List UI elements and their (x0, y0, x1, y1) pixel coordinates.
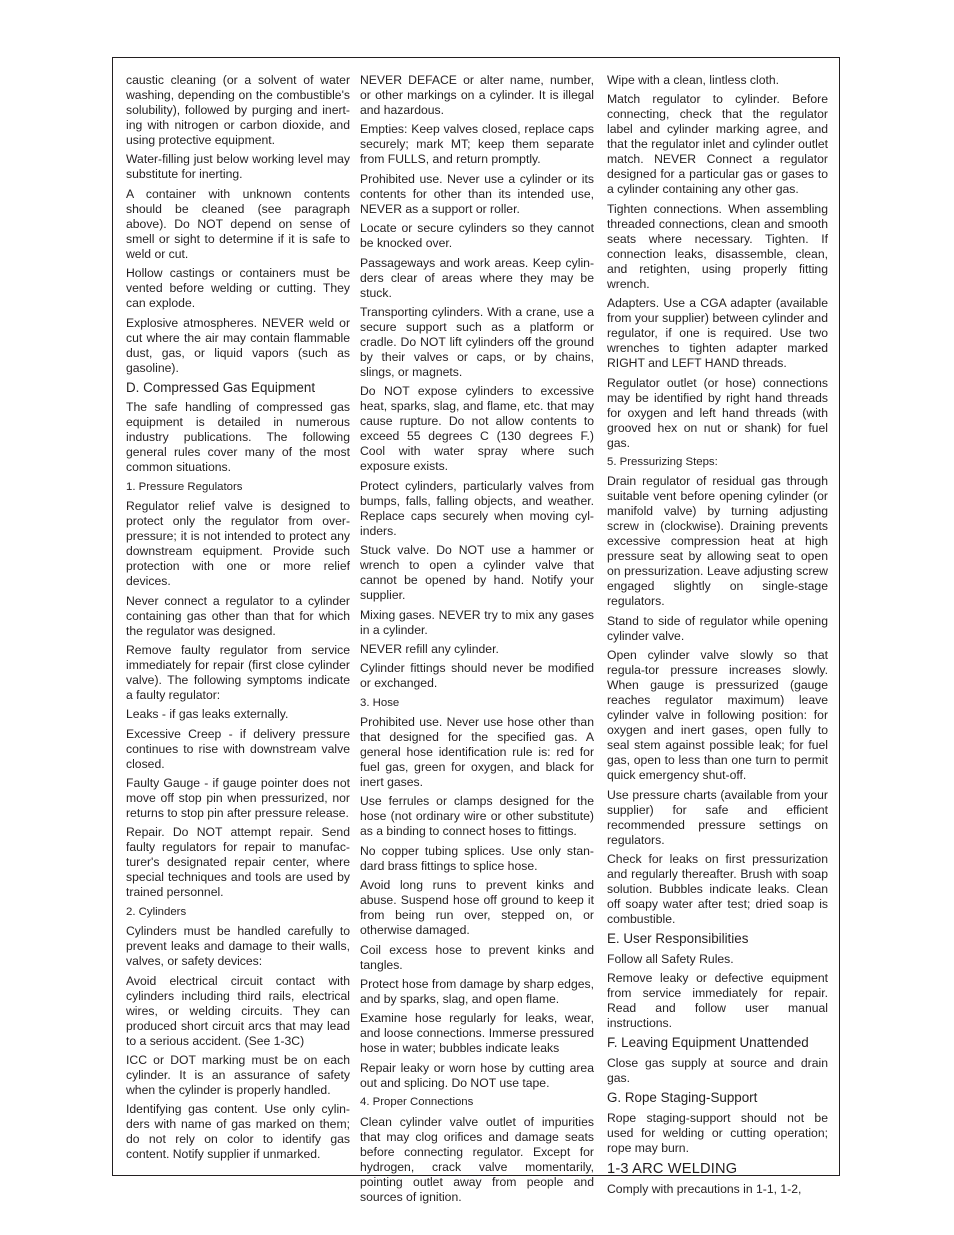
paragraph: Hollow castings or containers must be vented before welding or cutting. They can explode. (126, 266, 350, 311)
paragraph: Use pressure charts (available from your supplier) for safe and efficient recommended pressure settings on regulators. (607, 787, 828, 847)
paragraph: Excessive Creep - if delivery pressure continues to rise with downstream valve closed. (126, 726, 350, 771)
column-3 (607, 73, 828, 1202)
paragraph: Wipe with a clean, lintless cloth. (607, 73, 780, 87)
paragraph: Leaks - if gas leaks externally. (126, 707, 289, 722)
subheading-pressure-regulators: 1. Pressure Regulators (126, 480, 243, 493)
paragraph: Transporting cylinders. With a crane, use a secure support such as a platform or cradle. Do NOT lift cylinders off the ground by their valves or caps, or by chains, slings, or magnets. (360, 304, 594, 379)
paragraph: Avoid electrical circuit contact with cylinders including third rails, electrical wires, or welding circuits. They can produced short circuit arcs that may lead to a serious accident. (See 1-3C) (126, 973, 350, 1048)
subheading-proper-connections: 4. Proper Connections (360, 1096, 474, 1109)
section-heading-g: G. Rope Staging-Support (607, 1090, 758, 1106)
paragraph: Protect hose from damage by sharp edges, and by sparks, slag, and open flame. (360, 977, 594, 1007)
paragraph: ICC or DOT marking must be on each cylinder. It is an assurance of safety when the cylinder is properly handled. (126, 1053, 350, 1098)
paragraph: Cylinders must be handled carefully to prevent leaks and damage to their walls, valves, or safety devices: (126, 924, 350, 969)
subheading-cylinders: 2. Cylinders (126, 905, 187, 918)
paragraph: Open cylinder valve slowly so that regula-tor pressure increases slowly. When gauge is pressurized (gauge reaches regulator maximum) leave cylinder valve in following position: for oxygen and inert gases, open fully to seal stem against possible leak; for fuel gas, open to less than one turn to permit quick emergency shut-off. (607, 648, 828, 783)
paragraph: Close gas supply at source and drain gas. (607, 1055, 828, 1085)
column-1 (126, 73, 350, 1167)
paragraph: Empties: Keep valves closed, replace caps securely; mark MT; keep them separate from FULLS, and return promptly. (360, 122, 594, 167)
section-heading-e: E. User Responsibilities (607, 931, 749, 947)
paragraph: Protect cylinders, particularly valves from bumps, falls, falling objects, and weather. Replace caps securely when moving cyl-inders. (360, 478, 594, 538)
section-heading-d: D. Compressed Gas Equipment (126, 379, 316, 395)
paragraph: caustic cleaning (or a solvent of water washing, depending on the combustible's solubility), followed by purging and inert-ing with nitrogen or carbon dioxide, and using protective equipment. (126, 73, 350, 147)
paragraph: Faulty Gauge - if gauge pointer does not move off stop pin when pressurized, nor returns to stop pin after pressure release. (126, 776, 350, 821)
paragraph: Explosive atmospheres. NEVER weld or cut where the air may contain flammable dust, gas, or liquid vapors (such as gasoline). (126, 315, 350, 375)
paragraph: Water-filling just below working level may substitute for inerting. (126, 152, 350, 182)
paragraph: Adapters. Use a CGA adapter (available from your supplier) between cylinder and regulator, if one is required. Use two wrenches to tighten adapter marked RIGHT and LEFT HAND threads. (607, 296, 828, 371)
paragraph: Locate or secure cylinders so they cannot be knocked over. (360, 221, 594, 251)
paragraph: Prohibited use. Never use a cylinder or its contents for other than its intended use, NEVER as a support or roller. (360, 171, 594, 216)
paragraph: Repair. Do NOT attempt repair. Send faulty regulators for repair to manufac-turer's designated repair center, where special techniques and tools are used by trained personnel. (126, 825, 350, 900)
paragraph: Avoid long runs to prevent kinks and abuse. Suspend hose off ground to keep it from being run over, stepped on, or otherwise damaged. (360, 878, 594, 938)
paragraph: Remove leaky or defective equipment from service immediately for repair. Read and follow user manual instructions. (607, 971, 828, 1031)
paragraph: Never connect a regulator to a cylinder containing gas other than that for which the regulator was designed. (126, 593, 350, 638)
paragraph: Prohibited use. Never use hose other than that designed for the specified gas. A general hose identification rule is: red for fuel gas, green for oxygen, and black for inert gases. (360, 715, 594, 790)
paragraph: Examine hose regularly for leaks, wear, and loose connections. Immerse pressured hose in water; bubbles indicate leaks (360, 1011, 594, 1056)
section-heading-f: F. Leaving Equipment Unattended (607, 1035, 809, 1051)
paragraph: NEVER DEFACE or alter name, number, or other markings on a cylinder. It is illegal and hazardous. (360, 73, 594, 117)
paragraph: Passageways and work areas. Keep cylin-ders clear of areas where they may be stuck. (360, 255, 594, 300)
section-heading-arc-welding: 1-3 ARC WELDING (607, 1161, 738, 1178)
paragraph: Drain regulator of residual gas through suitable vent before opening cylinder (or manifold valve) by turning adjusting screw in (clockwise). Draining prevents excessive compression heat at high pressure seat by allowing seat to open on pressurization. Leave adjusting screw engaged slightly on single-stage regulators. (607, 474, 828, 609)
paragraph: No copper tubing splices. Use only stan-dard brass fittings to splice hose. (360, 843, 594, 873)
paragraph: Repair leaky or worn hose by cutting area out and splicing. Do NOT use tape. (360, 1060, 594, 1090)
column-2 (360, 73, 594, 1209)
subheading-hose: 3. Hose (360, 696, 400, 709)
paragraph: Coil excess hose to prevent kinks and tangles. (360, 942, 594, 972)
paragraph: Rope staging-support should not be used for welding or cutting operation; rope may burn. (607, 1110, 828, 1155)
paragraph: Do NOT expose cylinders to excessive heat, sparks, slag, and flame, etc. that may cause rupture. Do not allow contents to exceed 55 degrees C (130 degrees F.) Cool with water spray where such exposure exists. (360, 384, 594, 474)
paragraph: Stand to side of regulator while opening cylinder valve. (607, 613, 828, 643)
paragraph: Cylinder fittings should never be modified or exchanged. (360, 661, 594, 691)
paragraph: A container with unknown contents should be cleaned (see paragraph above). Do NOT depend on sense of smell or sight to determine if it is safe to weld or cut. (126, 186, 350, 261)
paragraph: Tighten connections. When assembling threaded connections, clean and smooth seats where necessary. Tighten. If connection leaks, disassemble, clean, and retighten, using properly fitting wrench. (607, 201, 828, 291)
paragraph: Check for leaks on first pressurization and regularly thereafter. Brush with soap solution. Bubbles indicate leaks. Clean off soapy water after test; dried soap is combustible. (607, 851, 828, 926)
paragraph: Comply with precautions in 1-1, 1-2, (607, 1182, 802, 1197)
paragraph: NEVER refill any cylinder. (360, 641, 499, 656)
paragraph: Regulator outlet (or hose) connections may be identified by right hand threads for oxygen and left hand threads (with grooved hex on nut or shank) for fuel gas. (607, 375, 828, 450)
paragraph: Follow all Safety Rules. (607, 951, 734, 966)
paragraph: Clean cylinder valve outlet of impurities that may clog orifices and damage seats before connecting regulator. Except for hydrogen, crack valve momentarily, pointing outlet away from people and sources of ignition. (360, 1114, 594, 1204)
paragraph: Identifying gas content. Use only cylin-ders with name of gas marked on them; do not rely on color to identify gas content. Notify supplier if unmarked. (126, 1102, 350, 1162)
paragraph: The safe handling of compressed gas equipment is detailed in numerous industry publications. The following general rules cover many of the most common situations. (126, 400, 350, 475)
subheading-pressurizing-steps: 5. Pressurizing Steps: (607, 455, 718, 468)
paragraph: Remove faulty regulator from service immediately for repair (first close cylinder valve). The following symptoms indicate a faulty regulator: (126, 642, 350, 702)
paragraph: Match regulator to cylinder. Before connecting, check that the regulator label and cylinder marking agree, and that the regulator inlet and cylinder outlet match. NEVER Connect a regulator designed for a particular gas or gases to a cylinder containing any other gas. (607, 92, 828, 197)
paragraph: Mixing gases. NEVER try to mix any gases in a cylinder. (360, 607, 594, 637)
paragraph: Use ferrules or clamps designed for the hose (not ordinary wire or other substitute) as a binding to connect hoses to fittings. (360, 794, 594, 839)
paragraph: Regulator relief valve is designed to protect only the regulator from over-pressure; it is not intended to protect any downstream equipment. Provide such protection with one or more relief devices. (126, 499, 350, 589)
paragraph: Stuck valve. Do NOT use a hammer or wrench to open a cylinder valve that cannot be opened by hand. Notify your supplier. (360, 543, 594, 603)
